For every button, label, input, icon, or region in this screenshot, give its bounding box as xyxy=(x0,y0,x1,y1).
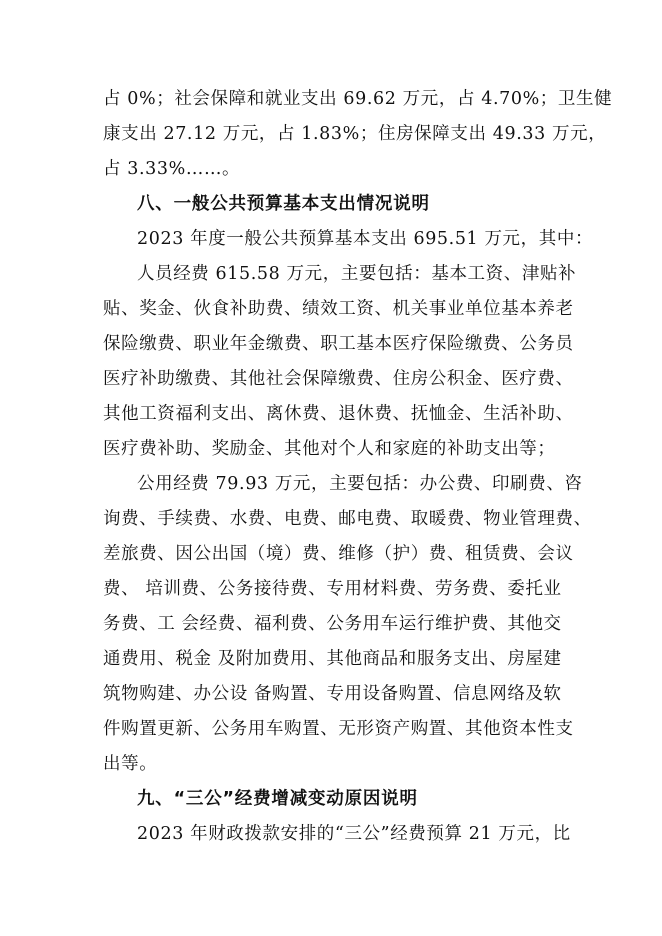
paragraph-line: 其他工资福利支出、离休费、退休费、抚恤金、生活补助、 xyxy=(103,404,574,424)
paragraph-line: 出等。 xyxy=(103,754,158,774)
paragraph-line: 筑物购建、办公设 备购置、专用设备购置、信息网络及软 xyxy=(103,684,562,704)
paragraph-line: 差旅费、因公出国（境）费、维修（护）费、租赁费、会议 xyxy=(103,544,574,564)
paragraph-line: 保险缴费、职业年金缴费、职工基本医疗保险缴费、公务员 xyxy=(103,334,574,354)
paragraph-line: 占 0%；社会保障和就业支出 69.62 万元，占 4.70%；卫生健 xyxy=(103,89,613,109)
paragraph-line: 占 3.33%……。 xyxy=(103,159,241,179)
section-heading-9: 九、“三公”经费增减变动原因说明 xyxy=(137,789,418,809)
section-heading-8: 八、一般公共预算基本支出情况说明 xyxy=(137,194,430,214)
paragraph-line: 2023 年财政拨款安排的“三公”经费预算 21 万元，比 xyxy=(137,824,571,844)
paragraph-line: 通费用、税金 及附加费用、其他商品和服务支出、房屋建 xyxy=(103,649,562,669)
paragraph-line: 询费、手续费、水费、电费、邮电费、取暖费、物业管理费、 xyxy=(103,509,592,529)
paragraph-line: 公用经费 79.93 万元，主要包括：办公费、印刷费、咨 xyxy=(137,474,583,494)
paragraph-line: 人员经费 615.58 万元，主要包括：基本工资、津贴补 xyxy=(137,264,577,284)
paragraph-line: 医疗补助缴费、其他社会保障缴费、住房公积金、医疗费、 xyxy=(103,369,574,389)
paragraph-line: 务费、工 会经费、福利费、公务用车运行维护费、其他交 xyxy=(103,614,562,634)
paragraph-line: 贴、奖金、伙食补助费、绩效工资、机关事业单位基本养老 xyxy=(103,299,574,319)
paragraph-line: 件购置更新、公务用车购置、无形资产购置、其他资本性支 xyxy=(103,719,574,739)
paragraph-line: 康支出 27.12 万元，占 1.83%；住房保障支出 49.33 万元， xyxy=(103,124,607,144)
paragraph-line: 费、 培训费、公务接待费、专用材料费、劳务费、委托业 xyxy=(103,579,562,599)
paragraph-line: 医疗费补助、奖励金、其他对个人和家庭的补助支出等； xyxy=(103,439,556,459)
paragraph-line: 2023 年度一般公共预算基本支出 695.51 万元，其中： xyxy=(137,229,594,249)
